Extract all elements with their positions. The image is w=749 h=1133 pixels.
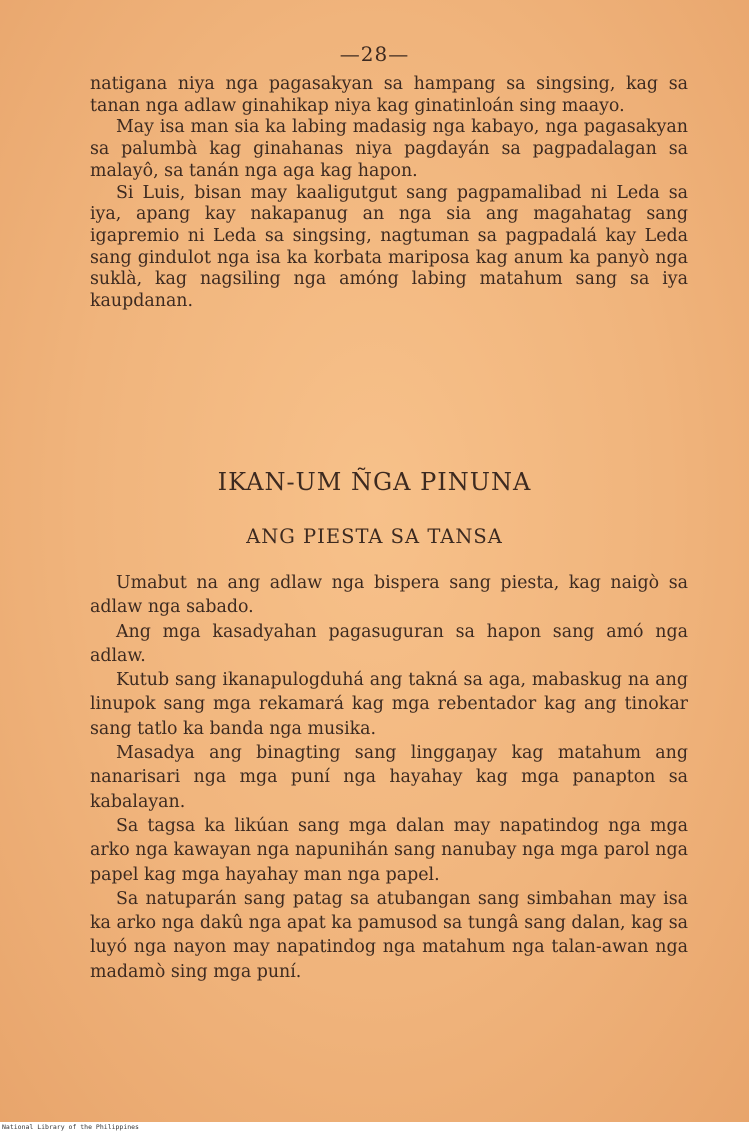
paragraph: Sa tagsa ka likúan sang mga dalan may napatindog nga mga arko nga kawayan nga napunihán sang nanubay nga mga parol nga papel kag mga hayahay man nga papel. [90,815,688,885]
page-number: —28— [339,42,410,66]
chapter-title: IKAN-UM ÑGA PINUNA [217,468,532,496]
footer-bar [0,1122,749,1133]
paragraph: Kutub sang ikanapulogduhá ang takná sa aga, mabaskug na ang linupok sang mga rekamará kag mga rebentador kag ang tinokar sang tatlo ka banda nga musika. [90,670,688,739]
paragraph: Ang mga kasadyahan pagasuguran sa hapon sang amó nga adlaw. [90,621,688,666]
paragraph: Si Luis, bisan may kaaligutgut sang pagpamalibad ni Leda sa iya, apang kay nakapanug an nga sia ang magahatag sang igapremio ni Leda sa singsing, nagtuman sa pagpadalá kay Leda sang gindulot nga isa ka korbata mariposa kag anum ka panyò nga suklà, kag nagsiling nga amóng labing matahum sang sa iya kaupdanan. [90,182,688,312]
paragraph: Sa natuparán sang patag sa atubangan sang simbahan may isa ka arko nga dakû nga apat ka pamusod sa tungâ sang dalan, kag sa luyó nga nayon may napatindog nga matahum nga talan-awan nga madamò sing mga puní. [90,888,688,982]
paragraph: Umabut na ang adlaw nga bispera sang piesta, kag naigò sa adlaw nga sabado. [90,573,688,618]
library-credit: National Library of the Philippines [2,1123,139,1131]
chapter-subtitle: ANG PIESTA SA TANSA [246,525,503,548]
paragraph: natigana niya nga pagasakyan sa hampang sa singsing, kag sa tanan nga adlaw ginahikap niya kag ginatinloán sing maayo. [90,74,688,116]
paragraph: Masadya ang binagting sang linggaŋay kag matahum ang nanarisari nga mga puní nga hayahay kag mga panapton sa kabalayan. [90,743,688,812]
previous-chapter-text [90,74,688,313]
chapter-text [90,571,688,984]
paragraph: May isa man sia ka labing madasig nga kabayo, nga pagasakyan sa palumbà kag ginahanas niya pagdayán sa pagpadalagan sa malayô, sa tanán nga aga kag hapon. [90,117,688,181]
